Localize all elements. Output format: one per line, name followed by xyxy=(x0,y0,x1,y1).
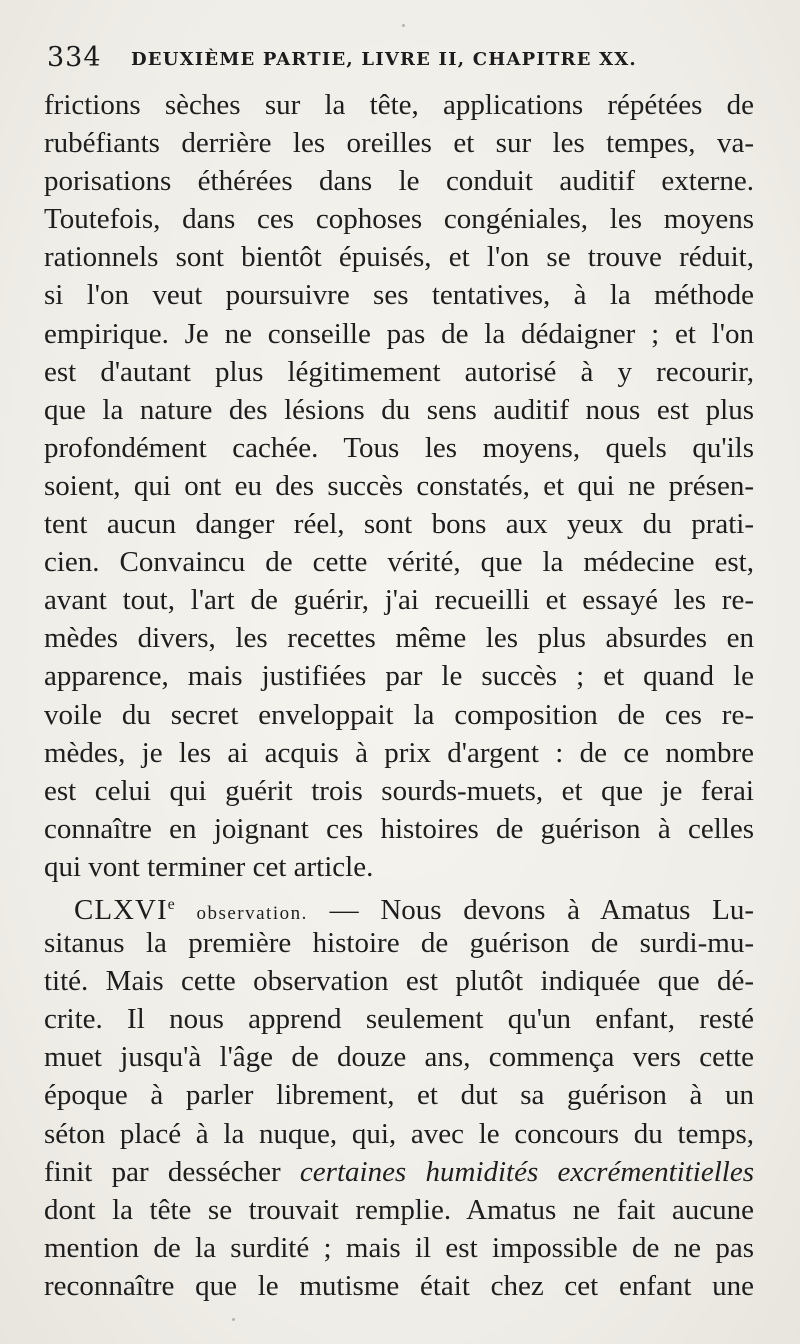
text-line: frictions sèches sur la tête, applications répétées de xyxy=(44,89,754,121)
text-line: profondément cachée. Tous les moyens, quels qu'ils xyxy=(44,431,754,464)
observation-superscript: e xyxy=(167,895,175,913)
observation-heading-line xyxy=(44,886,754,924)
text-line: empirique. Je ne conseille pas de la dédaigner ; et l'on xyxy=(44,317,754,350)
text-line: époque à parler librement, et dut sa guérison à un xyxy=(44,1079,754,1112)
text-line: porisations éthérées dans le conduit auditif externe. xyxy=(44,165,754,198)
observation-first-line-text: — Nous devons à Amatus Lu- xyxy=(307,893,754,926)
text-line: rubéfiants derrière les oreilles et sur les tempes, va- xyxy=(44,127,754,160)
text-line: voile du secret enveloppait la composition de ces re- xyxy=(44,698,754,731)
paragraph-continuation xyxy=(44,86,754,886)
italic-phrase: certaines humidités excrémentitielles xyxy=(299,1155,755,1188)
text-line: mention de la surdité ; mais il est impossible de ne pas xyxy=(44,1231,754,1264)
text-line: tité. Mais cette observation est plutôt indiquée que dé- xyxy=(44,965,754,998)
observation-number: CLXVI xyxy=(74,893,168,926)
text-line: crite. Il nous apprend seulement qu'un enfant, resté xyxy=(44,1003,754,1036)
text-line: tent aucun danger réel, sont bons aux yeux du prati- xyxy=(44,508,754,541)
text-line-italic xyxy=(44,1153,754,1191)
text-line: rationnels sont bientôt épuisés, et l'on se trouve réduit, xyxy=(44,241,754,274)
text-line: mèdes divers, les recettes même les plus absurdes en xyxy=(44,622,754,655)
text-line: sitanus la première histoire de guérison de surdi-mu- xyxy=(44,927,754,960)
text-line: est celui qui guérit trois sourds-muets, et que je ferai xyxy=(44,774,754,807)
observation-label: observation. xyxy=(196,902,308,924)
text-line: si l'on veut poursuivre ses tentatives, à la méthode xyxy=(44,279,754,312)
text-line: qui vont terminer cet article. xyxy=(44,850,374,883)
italic-prefix: finit par dessécher xyxy=(44,1155,300,1188)
text-line: apparence, mais justifiées par le succès ; et quand le xyxy=(44,660,754,693)
text-line: que la nature des lésions du sens auditif nous est plus xyxy=(44,393,754,426)
paper-speck xyxy=(402,24,405,27)
text-line: connaître en joignant ces histoires de guérison à celles xyxy=(44,812,754,845)
text-line: est d'autant plus légitimement autorisé à y recourir, xyxy=(44,355,754,388)
text-line: séton placé à la nuque, qui, avec le concours du temps, xyxy=(44,1117,754,1150)
text-line: muet jusqu'à l'âge de douze ans, commença vers cette xyxy=(44,1041,754,1074)
page-header xyxy=(47,42,759,82)
text-line: dont la tête se trouvait remplie. Amatus ne fait aucune xyxy=(44,1193,754,1226)
page-number: 334 xyxy=(47,42,102,73)
text-line: cien. Convaincu de cette vérité, que la médecine est, xyxy=(44,546,754,579)
paper-speck xyxy=(232,1318,235,1321)
text-line: mèdes, je les ai acquis à prix d'argent : de ce nombre xyxy=(44,736,754,769)
text-line: Toutefois, dans ces cophoses congéniales, les moyens xyxy=(44,203,754,236)
text-line: soient, qui ont eu des succès constatés, et qui ne présen- xyxy=(44,469,754,502)
text-line: avant tout, l'art de guérir, j'ai recueilli et essayé les re- xyxy=(44,584,754,617)
observation-paragraph xyxy=(44,886,754,1305)
running-head: DEUXIÈME PARTIE, LIVRE II, CHAPITRE XX. xyxy=(131,49,637,70)
text-line: reconnaître que le mutisme était chez cet enfant une xyxy=(44,1269,754,1302)
body-text xyxy=(44,86,754,1305)
